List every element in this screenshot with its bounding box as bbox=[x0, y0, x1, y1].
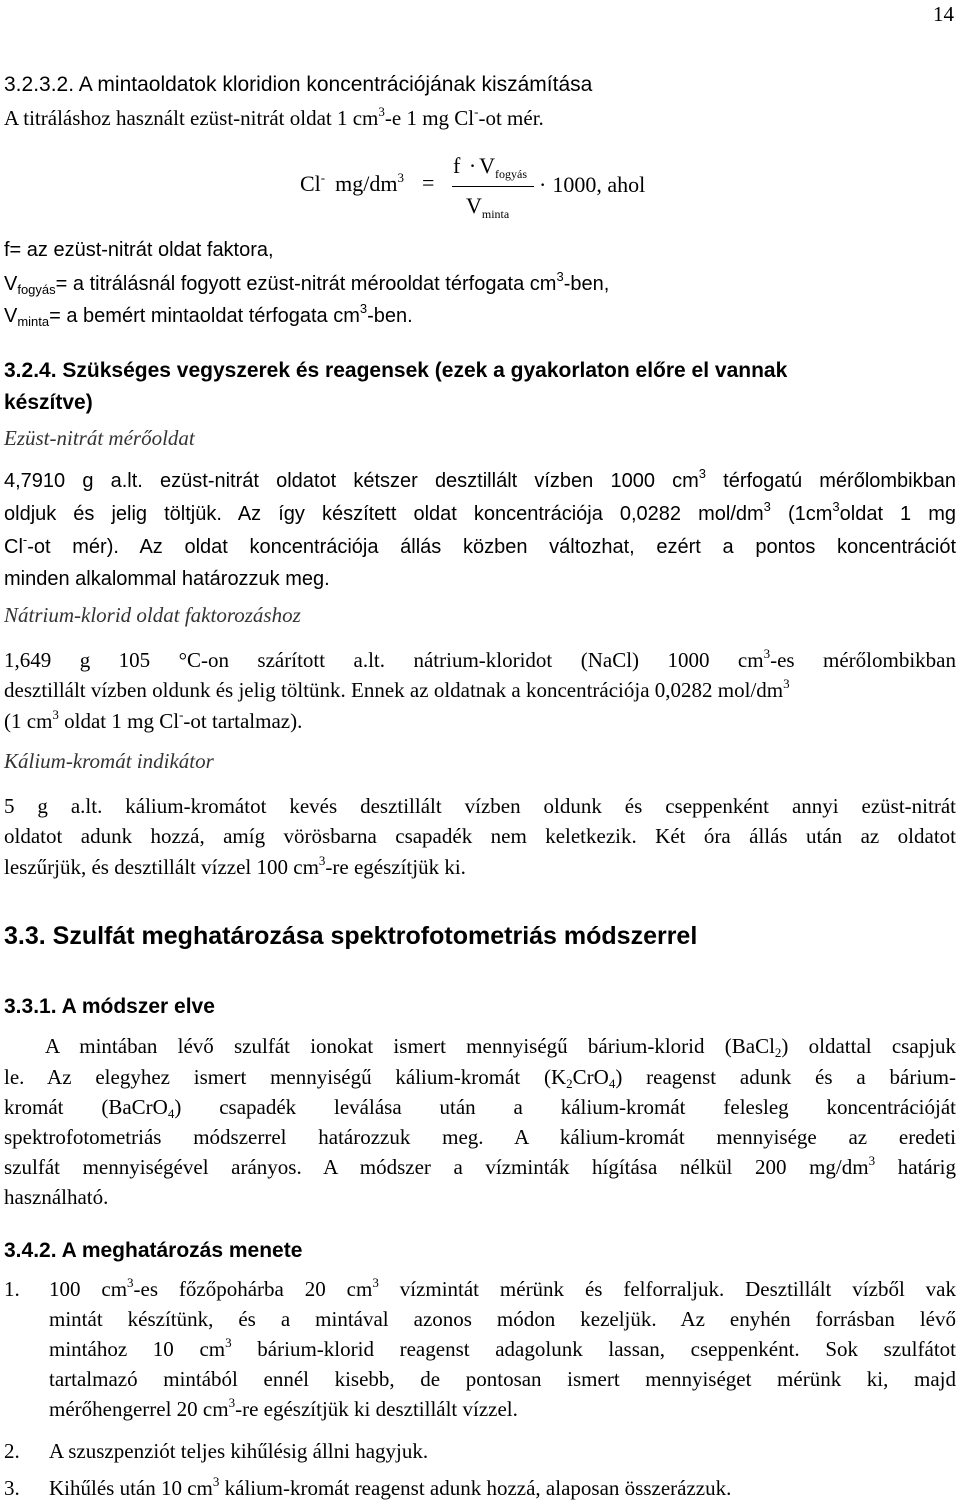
p2-l1-exp: 3 bbox=[763, 646, 771, 661]
p2-line2 bbox=[4, 676, 790, 702]
p1-l3b: -ot mér). Az oldat koncentrációja állás közben változhat, ezért a pontos koncentrációt bbox=[27, 536, 956, 558]
item1-line4: tartalmazó mintából ennél kisebb, de pontosan ismert mennyiséget mérünk ki, majd bbox=[49, 1367, 956, 1391]
sup-minus: - bbox=[474, 104, 479, 119]
formula-tail bbox=[539, 174, 645, 196]
i1-l1a: 100 cm bbox=[49, 1277, 128, 1301]
formula-equals: = bbox=[422, 170, 435, 195]
p1-line4: minden alkalommal határozzuk meg. bbox=[4, 568, 330, 590]
item1-line5 bbox=[49, 1395, 518, 1421]
i3b: kálium-kromát reagenst adunk hozzá, alaposan összerázzuk. bbox=[219, 1476, 732, 1500]
item1-number: 1. bbox=[4, 1277, 20, 1301]
p3-line2: oldatot adunk hozzá, amíg vörösbarna csapadék nem keletkezik. Két óra állás után az oldatot bbox=[4, 824, 956, 848]
p2-l2-exp: 3 bbox=[783, 676, 790, 691]
p2-l3c: -ot tartalmaz). bbox=[183, 709, 303, 733]
def-minta-sub: minta bbox=[17, 314, 50, 329]
p1-l2b: (1cm bbox=[770, 503, 833, 525]
intro-line bbox=[4, 104, 544, 130]
item1-line2: mintát készítünk, és a mintával azonos módon kezeljük. Az enyhén forrásban lévő bbox=[49, 1307, 956, 1331]
s331-l2b: CrO bbox=[572, 1065, 609, 1089]
p1-l2a: oldjuk és jelig töltjük. Az így készített oldat koncentrációja 0,0282 mol/dm bbox=[4, 503, 764, 525]
p2-l3a: (1 cm bbox=[4, 709, 53, 733]
item3-text bbox=[49, 1474, 732, 1500]
p3-l3a: leszűrjük, és desztillált vízzel 100 cm bbox=[4, 855, 319, 879]
intro-text-c: -ot mér. bbox=[478, 106, 544, 130]
p3-line3 bbox=[4, 853, 466, 879]
subheading-silver-nitrate: Ezüst-nitrát mérőoldat bbox=[4, 426, 195, 450]
item3-number: 3. bbox=[4, 1476, 20, 1500]
subheading-chromate: Kálium-kromát indikátor bbox=[4, 749, 214, 773]
s331-l2-sub2: 4 bbox=[608, 1076, 616, 1091]
formula-num-sub: fogyás bbox=[495, 167, 528, 181]
formula-cl: Cl bbox=[300, 171, 321, 196]
i1-l3-exp: 3 bbox=[225, 1335, 232, 1350]
i1-l5a: mérőhengerrel 20 cm bbox=[49, 1397, 229, 1421]
item1-line1 bbox=[49, 1275, 956, 1301]
def-v2: V bbox=[4, 305, 18, 327]
formula-num-v: V bbox=[479, 153, 496, 178]
s331-line1 bbox=[45, 1034, 957, 1060]
s331-l1b: ) oldattal csapjuk bbox=[781, 1034, 957, 1058]
s331-l3b: ) csapadék leválása után a kálium-kromát felesleg koncentrációját bbox=[174, 1095, 956, 1119]
s331-line4: spektrofotometriás módszerrel határozzuk meg. A kálium-kromát mennyisége az eredeti bbox=[4, 1125, 956, 1149]
item2-text: A szuszpenziót teljes kihűlésig állni hagyjuk. bbox=[49, 1439, 429, 1463]
s331-l5-exp: 3 bbox=[868, 1153, 876, 1168]
def-fogyas-sub: fogyás bbox=[17, 282, 56, 297]
def-minta-exp: 3 bbox=[359, 301, 368, 316]
intro-text-a: A titráláshoz használt ezüst-nitrát oldat 1 cm bbox=[4, 106, 379, 130]
s331-l1a: A mintában lévő szulfát ionokat ismert mennyiségű bárium-klorid (BaCl bbox=[45, 1034, 775, 1058]
p1-l1a: 4,7910 g a.lt. ezüst-nitrát oldatot kétszer desztillált vízben 1000 cm bbox=[4, 470, 699, 492]
s331-line3 bbox=[4, 1095, 956, 1121]
formula-den-sub: minta bbox=[481, 207, 510, 221]
p1-l1-exp: 3 bbox=[698, 466, 706, 481]
item2-number: 2. bbox=[4, 1439, 20, 1463]
p1-line3 bbox=[4, 532, 956, 558]
page-number: 14 bbox=[933, 2, 954, 26]
def-v-minta bbox=[4, 301, 413, 329]
i1-l5-exp: 3 bbox=[228, 1395, 236, 1410]
sup-3: 3 bbox=[378, 104, 385, 119]
p1-line1 bbox=[4, 466, 956, 492]
p1-line2 bbox=[4, 499, 957, 525]
formula-num-dot: · bbox=[468, 153, 477, 178]
i1-l1-exp2: 3 bbox=[372, 1275, 379, 1290]
p1-l3-charge: - bbox=[22, 532, 28, 547]
p2-line1 bbox=[4, 646, 956, 672]
p1-l2c: oldat 1 mg bbox=[839, 503, 957, 525]
s331-line5 bbox=[4, 1153, 956, 1179]
formula-tail-text: 1000, ahol bbox=[552, 172, 646, 197]
formula-denominator bbox=[466, 193, 510, 221]
p1-l1b: térfogatú mérőlombikban bbox=[706, 470, 956, 492]
formula-unit: mg/dm bbox=[335, 171, 398, 196]
formula-cl-charge: - bbox=[320, 170, 326, 185]
s331-l2-sub1: 2 bbox=[566, 1076, 573, 1091]
i3-exp: 3 bbox=[212, 1474, 220, 1489]
formula-tail-dot: · bbox=[539, 172, 547, 197]
i1-l5b: -re egészítjük ki desztillált vízzel. bbox=[235, 1397, 518, 1421]
s331-l1-sub: 2 bbox=[774, 1045, 782, 1060]
section-heading-342: 3.4.2. A meghatározás menete bbox=[4, 1239, 303, 1262]
intro-text-b: -e 1 mg Cl bbox=[384, 106, 475, 130]
i1-l1-exp1: 3 bbox=[127, 1275, 134, 1290]
def-fogyas-exp: 3 bbox=[556, 269, 564, 284]
s331-l3a: kromát (BaCrO bbox=[4, 1095, 168, 1119]
fraction-bar bbox=[452, 186, 534, 187]
p2-l1a: 1,649 g 105 °C-on szárított a.lt. nátrium-kloridot (NaCl) 1000 cm bbox=[4, 648, 764, 672]
def-fogyas-end: -ben, bbox=[563, 273, 610, 295]
p3-l3b: -re egészítjük ki. bbox=[325, 855, 466, 879]
s331-l3-sub: 4 bbox=[167, 1106, 175, 1121]
p1-l2-exp1: 3 bbox=[763, 499, 771, 514]
formula-num-f: f bbox=[453, 153, 461, 178]
formula-den-v: V bbox=[466, 193, 482, 218]
def-f: f= az ezüst-nitrát oldat faktora, bbox=[4, 239, 274, 261]
section-heading-331: 3.3.1. A módszer elve bbox=[4, 995, 215, 1018]
section-heading-33: 3.3. Szulfát meghatározása spektrofotometriás módszerrel bbox=[4, 922, 698, 950]
i1-l1c: vízmintát mérünk és felforraljuk. Desztillált vízből vak bbox=[378, 1277, 956, 1301]
p2-l3-charge: - bbox=[179, 707, 184, 722]
p1-l2-exp2: 3 bbox=[832, 499, 840, 514]
i1-l1b: -es főzőpohárba 20 cm bbox=[133, 1277, 373, 1301]
subheading-nacl: Nátrium-klorid oldat faktorozáshoz bbox=[4, 603, 301, 627]
section-heading-324: 3.2.4. Szükséges vegyszerek és reagensek (ezek a gyakorlaton előre el vannak bbox=[4, 359, 788, 382]
i1-l3a: mintához 10 cm bbox=[49, 1337, 226, 1361]
def-minta-text: = a bemért mintaoldat térfogata cm bbox=[49, 305, 360, 327]
p3-l3-exp: 3 bbox=[318, 853, 326, 868]
p2-l1b: -es mérőlombikban bbox=[770, 648, 956, 672]
p2-l3b: oldat 1 mg Cl bbox=[58, 709, 180, 733]
s331-l5b: határig bbox=[875, 1155, 956, 1179]
def-minta-end: -ben. bbox=[367, 305, 413, 327]
def-v-fogyas bbox=[4, 269, 610, 297]
s331-line2 bbox=[4, 1065, 956, 1091]
p2-l3-exp: 3 bbox=[52, 707, 59, 722]
formula-unit-exp: 3 bbox=[397, 170, 404, 185]
section-heading-3232: 3.2.3.2. A mintaoldatok kloridion koncentrációjának kiszámítása bbox=[4, 73, 593, 96]
i1-l3b: bárium-klorid reagenst adagolunk lassan, cseppenként. Sok szulfátot bbox=[231, 1337, 956, 1361]
item1-line3 bbox=[49, 1335, 956, 1361]
s331-l2c: ) reagenst adunk és a bárium- bbox=[615, 1065, 956, 1089]
p3-line1: 5 g a.lt. kálium-kromátot kevés desztillált vízben oldunk és cseppenként annyi ezüst-nitrát bbox=[4, 794, 956, 818]
formula-lhs bbox=[300, 170, 404, 196]
def-fogyas-text: = a titrálásnál fogyott ezüst-nitrát mérooldat térfogata cm bbox=[55, 273, 557, 295]
p2-l2a: desztillált vízben oldunk és jelig töltünk. Ennek az oldatnak a koncentrációja 0,0282 mol/dm bbox=[4, 678, 784, 702]
s331-l5a: szulfát mennyiségével arányos. A módszer a vízminták hígítása nélkül 200 mg/dm bbox=[4, 1155, 869, 1179]
s331-line6: használható. bbox=[4, 1185, 109, 1209]
def-v1: V bbox=[4, 273, 18, 295]
p2-line3 bbox=[4, 707, 303, 733]
s331-l2a: le. Az elegyhez ismert mennyiségű kálium-kromát (K bbox=[4, 1065, 567, 1089]
p1-l3a: Cl bbox=[4, 536, 23, 558]
section-heading-324-cont: készítve) bbox=[4, 391, 93, 414]
i3a: Kihűlés után 10 cm bbox=[49, 1476, 213, 1500]
formula-numerator bbox=[453, 153, 528, 181]
